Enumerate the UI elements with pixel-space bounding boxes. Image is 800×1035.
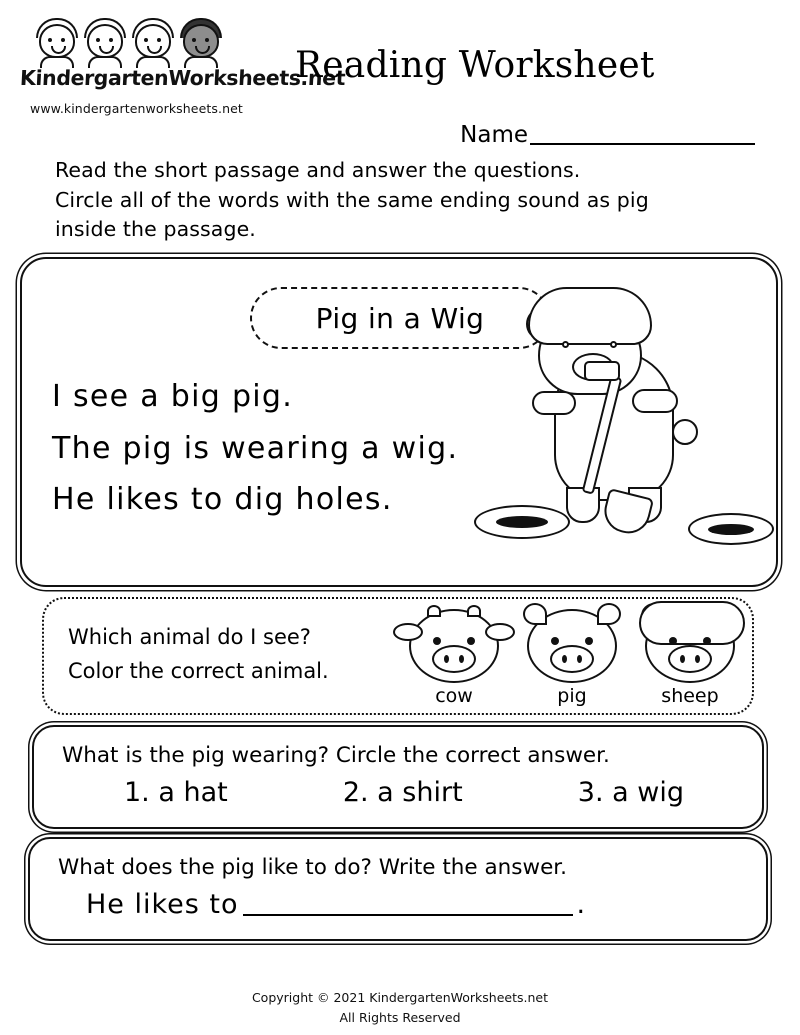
passage-text (52, 371, 458, 526)
passage-title: Pig in a Wig (315, 301, 485, 335)
animal-choice-cow[interactable] (404, 609, 504, 707)
pig-tail (672, 419, 698, 445)
animal-choice-pig[interactable] (522, 609, 622, 707)
question-2-panel (32, 725, 764, 829)
question-1-line-1: Which animal do I see? (68, 625, 311, 650)
kid-face-3 (130, 18, 176, 64)
instructions-line-3: inside the passage. (55, 217, 256, 242)
passage-panel (20, 257, 778, 587)
kids-illustration (34, 18, 290, 64)
animal-label-cow: cow (435, 685, 473, 708)
page-header (0, 0, 800, 150)
question-3-answer-start: He likes to (86, 889, 239, 921)
passage-line-2: The pig is wearing a wig. (52, 430, 459, 466)
question-3-answer-line[interactable] (243, 892, 573, 916)
question-3-answer-row (86, 889, 586, 920)
site-logo[interactable] (19, 18, 346, 116)
name-field-row[interactable] (460, 122, 755, 148)
passage-line-1: I see a big pig. (52, 379, 294, 415)
kid-face-2 (82, 18, 128, 64)
pig-leg-left (566, 487, 600, 523)
instructions-line-1: Read the short passage and answer the questions. (55, 158, 581, 182)
name-label: Name (460, 122, 528, 148)
logo-wordmark: KindergartenWorksheets.net (19, 66, 346, 90)
pig-wig-shape (528, 287, 652, 345)
question-2-options (124, 777, 684, 808)
kid-face-4 (178, 18, 224, 64)
pig-with-wig-illustration (492, 279, 762, 569)
question-3-prompt: What does the pig like to do? Write the answer. (58, 855, 567, 881)
animal-label-pig: pig (557, 685, 587, 708)
instructions-line-2: Circle all of the words with the same ending sound as pig (55, 187, 649, 212)
page-title: Reading Worksheet (295, 45, 655, 86)
footer-copyright: Copyright © 2021 KindergartenWorksheets.net (251, 990, 549, 1006)
sheep-face-icon (645, 609, 735, 683)
question-3-panel (28, 837, 768, 941)
instructions-block (55, 156, 755, 245)
shovel-grip (584, 361, 620, 381)
kid-face-1 (34, 18, 80, 64)
pig-arm-left (532, 391, 576, 415)
footer-rights: All Rights Reserved (339, 1009, 461, 1025)
page-footer (0, 988, 800, 1027)
logo-website-url: www.kindergartenworksheets.net (30, 101, 243, 116)
question-2-option-2[interactable]: 2. a shirt (342, 777, 463, 809)
pig-face-icon (527, 609, 617, 683)
dirt-mound-left (474, 505, 570, 539)
question-2-option-3[interactable]: 3. a wig (577, 777, 684, 809)
question-3-answer-end: . (576, 889, 587, 921)
name-input-line[interactable] (530, 123, 755, 145)
dirt-mound-right (688, 513, 774, 545)
cow-face-icon (409, 609, 499, 683)
pig-arm-right (632, 389, 678, 413)
question-1-panel (42, 597, 754, 715)
passage-line-3: He likes to dig holes. (52, 482, 393, 518)
question-1-prompt (68, 621, 329, 688)
question-1-line-2: Color the correct animal. (68, 658, 329, 683)
animal-choice-sheep[interactable] (640, 609, 740, 707)
question-2-prompt: What is the pig wearing? Circle the correct answer. (62, 743, 610, 769)
animal-choices (404, 609, 740, 707)
animal-label-sheep: sheep (661, 685, 719, 708)
question-2-option-1[interactable]: 1. a hat (124, 777, 228, 809)
